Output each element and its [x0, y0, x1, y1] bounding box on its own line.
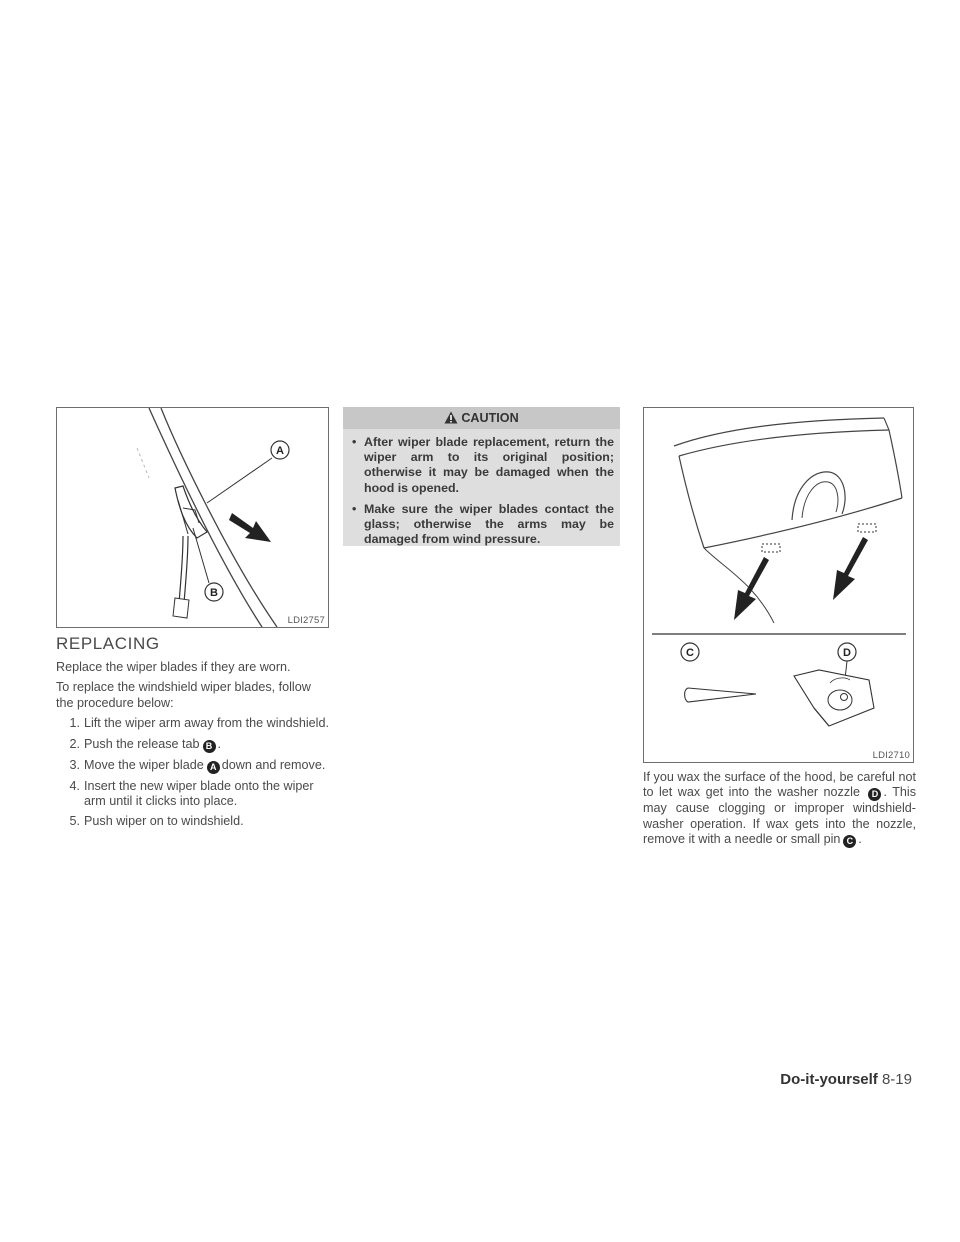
step-4: 4. Insert the new wiper blade onto the wiper arm until it clicks into place. [69, 778, 314, 809]
callout-d-label: D [843, 647, 851, 659]
arrow-nozzle-right-icon [833, 537, 868, 600]
badge-b: B [203, 740, 216, 753]
wax-warning-text [643, 770, 916, 853]
badge-d: D [868, 788, 881, 801]
figure-code: LDI2710 [872, 750, 910, 761]
intro-paragraph: Replace the wiper blades if they are worn. [56, 660, 291, 674]
step-2: 2. Push the release tab B . [69, 736, 222, 751]
page-number: 8-19 [881, 1071, 912, 1088]
step-3: 3. Move the wiper blade A down and remove. [69, 757, 326, 772]
caution-item: • Make sure the wiper blades contact the glass; otherwise the arms may be damaged from wind pressure. [352, 501, 614, 547]
caution-list [343, 435, 620, 547]
warning-triangle-icon [444, 411, 458, 424]
badge-c: C [843, 835, 856, 848]
step-list [56, 716, 331, 830]
arrow-nozzle-left-icon [734, 557, 769, 620]
caution-item: • After wiper blade replacement, return the wiper arm to its original position; otherwise it may be damaged when the hood is opened. [352, 435, 614, 495]
needle-icon [685, 688, 756, 702]
page-footer [780, 1071, 912, 1088]
section-title: REPLACING [56, 634, 160, 653]
nozzle-detail-icon [794, 670, 874, 726]
caution-heading: CAUTION [343, 407, 620, 429]
washer-nozzle-illustration [644, 408, 913, 762]
step-1: 1. Lift the wiper arm away from the windshield. [69, 716, 329, 731]
direction-arrow-icon [229, 513, 271, 542]
footer-section: Do-it-yourself [780, 1071, 878, 1088]
washer-nozzle-figure [643, 407, 914, 763]
callout-c-label: C [686, 647, 694, 659]
callout-a-label: A [276, 445, 284, 457]
wiper-arm-illustration [57, 408, 328, 627]
callout-b-label: B [210, 587, 218, 599]
figure-code: LDI2757 [287, 615, 325, 626]
wiper-arm-figure [56, 407, 329, 628]
procedure-text [56, 660, 331, 835]
caution-box [343, 407, 620, 546]
wax-paragraph: If you wax the surface of the hood, be careful not to let wax get into the washer nozzle D . This may cause clogging or improper windshield-washer operation. If wax gets into the nozzle, remove it with a needle or small pin C . [643, 770, 917, 847]
step-5: 5. Push wiper on to windshield. [69, 814, 244, 829]
procedure-intro: To replace the windshield wiper blades, follow the procedure below: [56, 680, 311, 710]
badge-a: A [207, 761, 220, 774]
